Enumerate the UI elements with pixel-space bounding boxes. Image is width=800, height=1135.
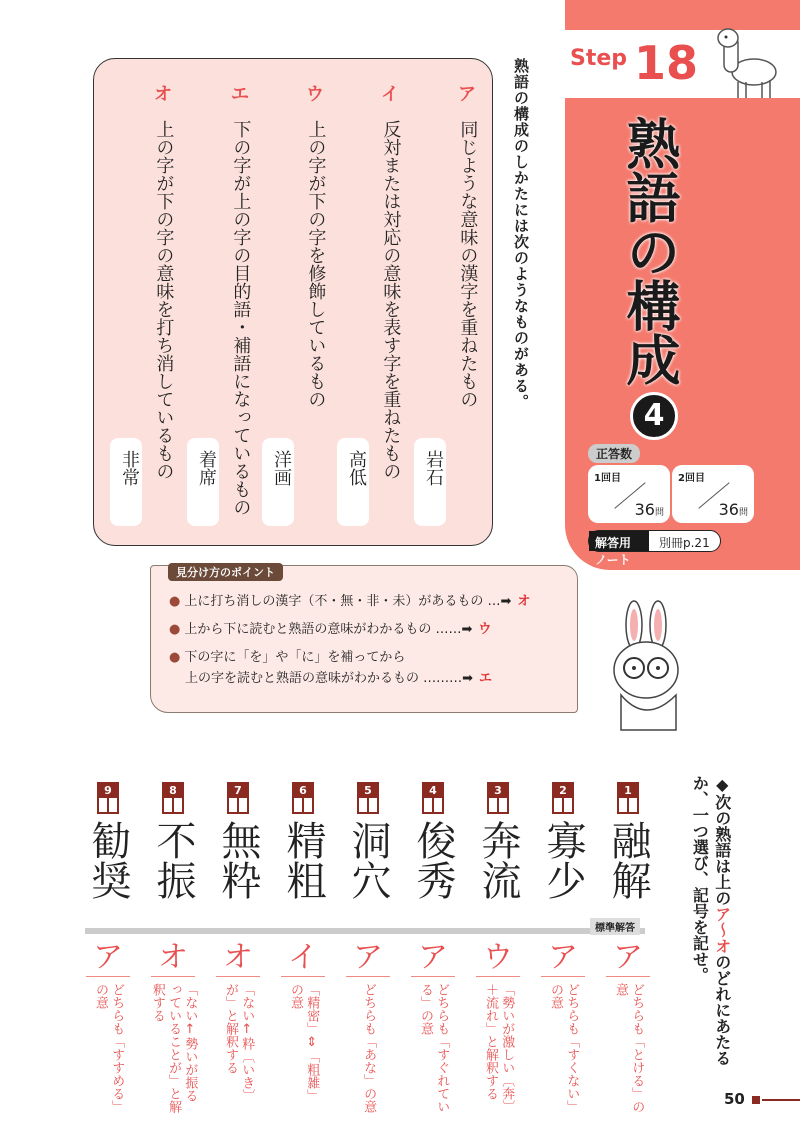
score-box-label: 2回目 bbox=[678, 473, 705, 484]
answer-note: 「勢いが激しい〔奔〕＋流れ」と解釈する bbox=[483, 983, 515, 1113]
instruction-post: のどれにあたるか、一つ選び、記号を記せ。 bbox=[690, 775, 732, 1066]
answer-item bbox=[598, 940, 658, 1113]
answer-note-ref bbox=[588, 530, 721, 567]
question-number: 3 bbox=[489, 784, 507, 798]
question-number: 8 bbox=[164, 784, 182, 798]
question-item bbox=[208, 782, 268, 900]
question-number: 4 bbox=[424, 784, 442, 798]
type-text: 反対または対応の意味を表す字を重ねたもの bbox=[380, 120, 402, 480]
answer-letter: ア bbox=[346, 940, 390, 977]
answer-note-page: 別冊p.21 bbox=[659, 536, 710, 550]
answer-letter: ウ bbox=[476, 940, 520, 977]
answer-note: 「ない↑勢いが振るっていることが」と解釈する bbox=[149, 983, 198, 1113]
answer-item bbox=[208, 940, 268, 1113]
type-letter: エ bbox=[231, 84, 249, 105]
answer-item bbox=[468, 940, 528, 1113]
type-text: 上の字が下の字の意味を打ち消しているもの bbox=[153, 120, 175, 480]
page-marker bbox=[752, 1096, 760, 1104]
answer-note: どちらも「あな」の意 bbox=[361, 983, 377, 1113]
question-number: 1 bbox=[619, 784, 637, 798]
question-number-box bbox=[422, 782, 444, 814]
answer-note: どちらも「とける」の意 bbox=[613, 983, 645, 1113]
type-item bbox=[196, 80, 263, 530]
point-item: ● 上から下に読むと熟語の意味がわかるもの ……➡ ウ bbox=[169, 622, 492, 637]
question-word: 洞穴 bbox=[345, 820, 391, 900]
points-box bbox=[150, 565, 578, 713]
type-example: 非常 bbox=[110, 438, 142, 526]
step-number: 18 bbox=[634, 36, 699, 90]
question-word: 無粋 bbox=[215, 820, 261, 900]
type-letter: オ bbox=[154, 84, 172, 105]
question-item bbox=[273, 782, 333, 900]
instruction-text bbox=[688, 775, 733, 1085]
score-box-1 bbox=[588, 465, 670, 523]
score-unit: 問 bbox=[738, 508, 748, 518]
answer-letter: イ bbox=[281, 940, 325, 977]
question-item bbox=[143, 782, 203, 900]
question-number-box bbox=[357, 782, 379, 814]
answer-letter: ア bbox=[606, 940, 650, 977]
type-item bbox=[423, 80, 490, 530]
type-text: 上の字が下の字を修飾しているもの bbox=[305, 120, 327, 408]
question-item bbox=[598, 782, 658, 900]
question-item bbox=[533, 782, 593, 900]
question-number-box bbox=[162, 782, 184, 814]
answer-item bbox=[143, 940, 203, 1113]
type-text: 下の字が上の字の目的語・補語になっているもの bbox=[230, 120, 252, 516]
score-total: 36 bbox=[718, 500, 739, 519]
score-box-label: 1回目 bbox=[594, 473, 621, 484]
answer-note-label: 解答用ノート bbox=[589, 531, 649, 551]
question-number-box bbox=[617, 782, 639, 814]
score-unit: 問 bbox=[654, 508, 664, 518]
question-number: 6 bbox=[294, 784, 312, 798]
answer-letter: ア bbox=[541, 940, 585, 977]
answer-note: どちらも「すぐれている」の意 bbox=[418, 983, 450, 1113]
question-word: 勧奨 bbox=[85, 820, 131, 900]
point-answer: エ bbox=[479, 670, 493, 686]
type-example: 着席 bbox=[187, 438, 219, 526]
question-item bbox=[468, 782, 528, 900]
answer-note: どちらも「すくない」の意 bbox=[548, 983, 580, 1113]
intro-text: 熟語の構成のしかたには次のようなものがある。 bbox=[512, 58, 530, 410]
question-number-box bbox=[292, 782, 314, 814]
page-title: 熟語の構成 bbox=[618, 116, 681, 386]
type-example: 洋画 bbox=[262, 438, 294, 526]
question-number: 9 bbox=[99, 784, 117, 798]
answer-item bbox=[338, 940, 398, 1113]
question-number-box bbox=[487, 782, 509, 814]
instruction-range: ア～オ bbox=[712, 906, 732, 954]
step-label: Step bbox=[570, 46, 628, 71]
type-letter: イ bbox=[381, 84, 399, 105]
answer-item bbox=[533, 940, 593, 1113]
point-answer: ウ bbox=[478, 622, 492, 637]
answer-letter: オ bbox=[151, 940, 195, 977]
type-item bbox=[346, 80, 413, 530]
type-item bbox=[271, 80, 338, 530]
answer-letter: ア bbox=[86, 940, 130, 977]
page-rule bbox=[762, 1099, 800, 1101]
point-text-2: 上の字を読むと熟語の意味がわかるもの ………➡ bbox=[185, 670, 474, 686]
question-number-box bbox=[97, 782, 119, 814]
question-number-box bbox=[227, 782, 249, 814]
question-word: 融解 bbox=[605, 820, 651, 900]
type-letter: ウ bbox=[306, 84, 324, 105]
score-total: 36 bbox=[634, 500, 655, 519]
point-text: 下の字に「を」や「に」を補ってから bbox=[184, 650, 406, 665]
type-example: 岩石 bbox=[414, 438, 446, 526]
type-text: 同じような意味の漢字を重ねたもの bbox=[457, 120, 479, 408]
point-text: 上から下に読むと熟語の意味がわかるもの ……➡ bbox=[184, 622, 473, 637]
question-number: 7 bbox=[229, 784, 247, 798]
point-item: ● 上に打ち消しの漢字（不・無・非・未）があるもの …➡ オ bbox=[169, 594, 531, 609]
point-text: 上に打ち消しの漢字（不・無・非・未）があるもの …➡ bbox=[184, 594, 512, 609]
answer-item bbox=[78, 940, 138, 1113]
title-number-badge: 4 bbox=[630, 392, 678, 440]
answer-letter: ア bbox=[411, 940, 455, 977]
answer-letter: オ bbox=[216, 940, 260, 977]
points-label: 見分け方のポイント bbox=[168, 563, 283, 581]
question-item bbox=[338, 782, 398, 900]
answer-note: どちらも「すすめる」の意 bbox=[93, 983, 125, 1113]
answer-divider bbox=[85, 928, 645, 934]
point-answer: オ bbox=[517, 594, 531, 609]
answers-label: 標準解答 bbox=[590, 918, 640, 935]
question-number-box bbox=[552, 782, 574, 814]
question-word: 奔流 bbox=[475, 820, 521, 900]
question-word: 寡少 bbox=[540, 820, 586, 900]
instruction-pre: ◆次の熟語は上の bbox=[712, 775, 732, 906]
answer-note: 「ない↑粋〔いき〕が」と解釈する bbox=[223, 983, 255, 1102]
point-item: ● 下の字に「を」や「に」を補ってから 上の字を読むと熟語の意味がわかるもの ………➡ エ bbox=[169, 650, 493, 686]
score-box-2 bbox=[672, 465, 754, 523]
type-letter: ア bbox=[458, 84, 476, 105]
question-item bbox=[403, 782, 463, 900]
question-item bbox=[78, 782, 138, 900]
type-item bbox=[119, 80, 186, 530]
question-number: 5 bbox=[359, 784, 377, 798]
answer-note: 「精密」⇕「粗雑」の意 bbox=[288, 983, 320, 1102]
question-word: 俊秀 bbox=[410, 820, 456, 900]
page-number: 50 bbox=[724, 1090, 745, 1108]
answer-item bbox=[403, 940, 463, 1113]
type-example: 高低 bbox=[337, 438, 369, 526]
alpaca-illustration-icon bbox=[712, 24, 782, 100]
question-word: 不振 bbox=[150, 820, 196, 900]
rabbit-illustration-icon bbox=[596, 600, 696, 730]
score-label: 正答数 bbox=[588, 444, 640, 463]
question-word: 精粗 bbox=[280, 820, 326, 900]
question-number: 2 bbox=[554, 784, 572, 798]
answer-item bbox=[273, 940, 333, 1113]
